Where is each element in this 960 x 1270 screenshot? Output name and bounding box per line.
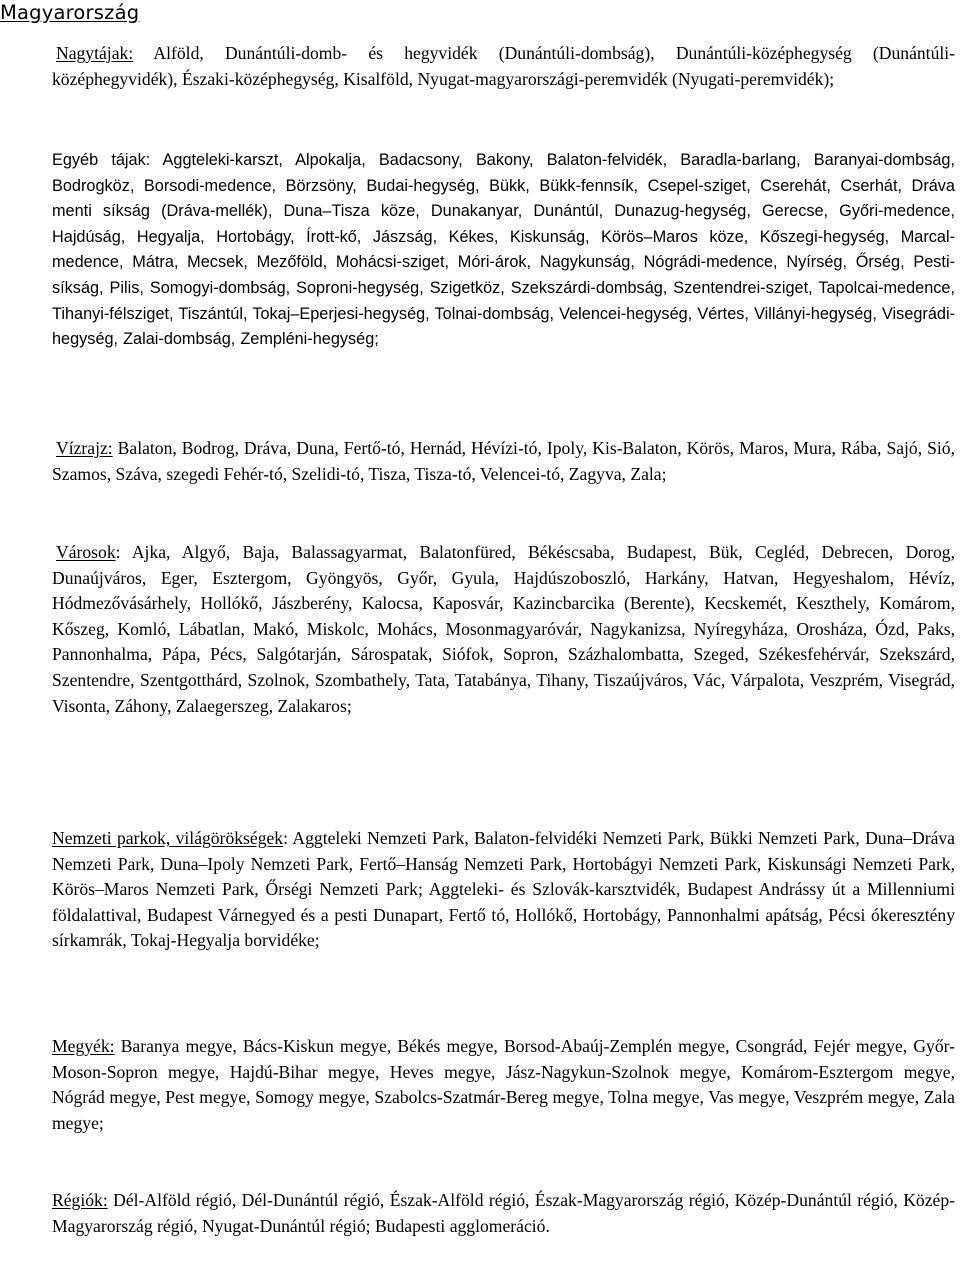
section-label-egyeb-tajak: Egyéb tájak xyxy=(52,151,146,169)
section-megyek xyxy=(52,1034,955,1136)
section-text-egyeb-tajak: : Aggteleki-karszt, Alpokalja, Badacsony, Bakony, Balaton-felvidék, Baradla-barlang, Baranyai-dombság, Bodrogköz, Borsodi-medence, Börzsöny, Budai-hegység, Bükk, Bükk-fennsík, Csepel-sziget, Cserehát, Cserhát, Dráva menti síkság (Dráva-mellék), Duna–Tisza köze, Dunakanyar, Dunántúl, Dunazug-hegység, Gerecse, Győri-medence, Hajdúság, Hegyalja, Hortobágy, Írott-kő, Jászság, Kékes, Kiskunság, Körös–Maros köze, Kőszegi-hegység, Marcal-medence, Mátra, Mecsek, Mezőföld, Mohácsi-sziget, Móri-árok, Nagykunság, Nógrádi-medence, Nyírség, Őrség, Pesti-síkság, Pilis, Somogyi-dombság, Soproni-hegység, Szigetköz, Szekszárdi-dombság, Szentendrei-sziget, Tapolcai-medence, Tihanyi-félsziget, Tiszántúl, Tokaj–Eperjesi-hegység, Tolnai-dombság, Velencei-hegység, Vértes, Villányi-hegység, Visegrádi-hegység, Zalai-dombság, Zempléni-hegység; xyxy=(52,151,955,349)
section-varosok xyxy=(52,540,955,719)
section-label-nagytajak: Nagytájak: xyxy=(56,43,134,63)
section-nemzeti-parkok xyxy=(52,826,955,954)
section-text-regiok: Dél-Alföld régió, Dél-Dunántúl régió, Észak-Alföld régió, Észak-Magyarország régió, Közép-Dunántúl régió, Közép-Magyarország régió, Nyugat-Dunántúl régió; Budapesti agglomeráció. xyxy=(52,1190,955,1236)
section-label-regiok: Régiók: xyxy=(52,1190,108,1210)
section-label-vizrajz: Vízrajz: xyxy=(56,438,113,458)
section-egyeb-tajak xyxy=(52,148,955,353)
section-label-megyek: Megyék: xyxy=(52,1036,115,1056)
page-title: Magyarország xyxy=(0,1,140,24)
section-text-nemzeti-parkok: : Aggteleki Nemzeti Park, Balaton-felvidéki Nemzeti Park, Bükki Nemzeti Park, Duna–Dráva Nemzeti Park, Duna–Ipoly Nemzeti Park, Fertő–Hanság Nemzeti Park, Hortobágyi Nemzeti Park, Kiskunsági Nemzeti Park, Körös–Maros Nemzeti Park, Őrségi Nemzeti Park; Aggteleki- és Szlovák-karsztvidék, Budapest Andrássy út a Millenniumi földalattival, Budapest Várnegyed és a pesti Dunapart, Fertő tó, Hollókő, Hortobágy, Pannonhalmi apátság, Pécsi ókeresztény sírkamrák, Tokaj-Hegyalja borvidéke; xyxy=(52,828,955,951)
section-label-nemzeti-parkok: Nemzeti parkok, világörökségek xyxy=(52,828,284,848)
section-label-varosok: Városok xyxy=(56,542,116,562)
section-regiok xyxy=(52,1188,955,1239)
section-text-megyek: Baranya megye, Bács-Kiskun megye, Békés megye, Borsod-Abaúj-Zemplén megye, Csongrád, Fejér megye, Győr-Moson-Sopron megye, Hajdú-Bihar megye, Heves megye, Jász-Nagykun-Szolnok megye, Komárom-Esztergom megye, Nógrád megye, Pest megye, Somogy megye, Szabolcs-Szatmár-Bereg megye, Tolna megye, Vas megye, Veszprém megye, Zala megye; xyxy=(52,1036,955,1133)
section-text-varosok: : Ajka, Algyő, Baja, Balassagyarmat, Balatonfüred, Békéscsaba, Budapest, Bük, Cegléd, Debrecen, Dorog, Dunaújváros, Eger, Esztergom, Gyöngyös, Győr, Gyula, Hajdúszoboszló, Harkány, Hatvan, Hegyeshalom, Hévíz, Hódmezővásárhely, Hollókő, Jászberény, Kalocsa, Kaposvár, Kazincbarcika (Berente), Kecskemét, Keszthely, Komárom, Kőszeg, Komló, Lábatlan, Makó, Miskolc, Mohács, Mosonmagyaróvár, Nagykanizsa, Nyíregyháza, Orosháza, Ózd, Paks, Pannonhalma, Pápa, Pécs, Salgótarján, Sárospatak, Siófok, Sopron, Százhalombatta, Szeged, Székesfehérvár, Szekszárd, Szentendre, Szentgotthárd, Szolnok, Szombathely, Tata, Tatabánya, Tihany, Tiszaújváros, Vác, Várpalota, Veszprém, Visegrád, Visonta, Záhony, Zalaegerszeg, Zalakaros; xyxy=(52,542,955,716)
section-vizrajz xyxy=(52,436,955,487)
section-text-vizrajz: Balaton, Bodrog, Dráva, Duna, Fertő-tó, Hernád, Hévízi-tó, Ipoly, Kis-Balaton, Körös, Maros, Mura, Rába, Sajó, Sió, Szamos, Száva, szegedi Fehér-tó, Szelidi-tó, Tisza, Tisza-tó, Velencei-tó, Zagyva, Zala; xyxy=(52,438,955,484)
section-nagytajak xyxy=(52,41,955,92)
section-text-nagytajak: Alföld, Dunántúli-domb- és hegyvidék (Dunántúli-dombság), Dunántúli-középhegység (Dunántúli-középhegyvidék), Északi-középhegység, Kisalföld, Nyugat-magyarországi-peremvidék (Nyugati-peremvidék); xyxy=(52,43,955,89)
